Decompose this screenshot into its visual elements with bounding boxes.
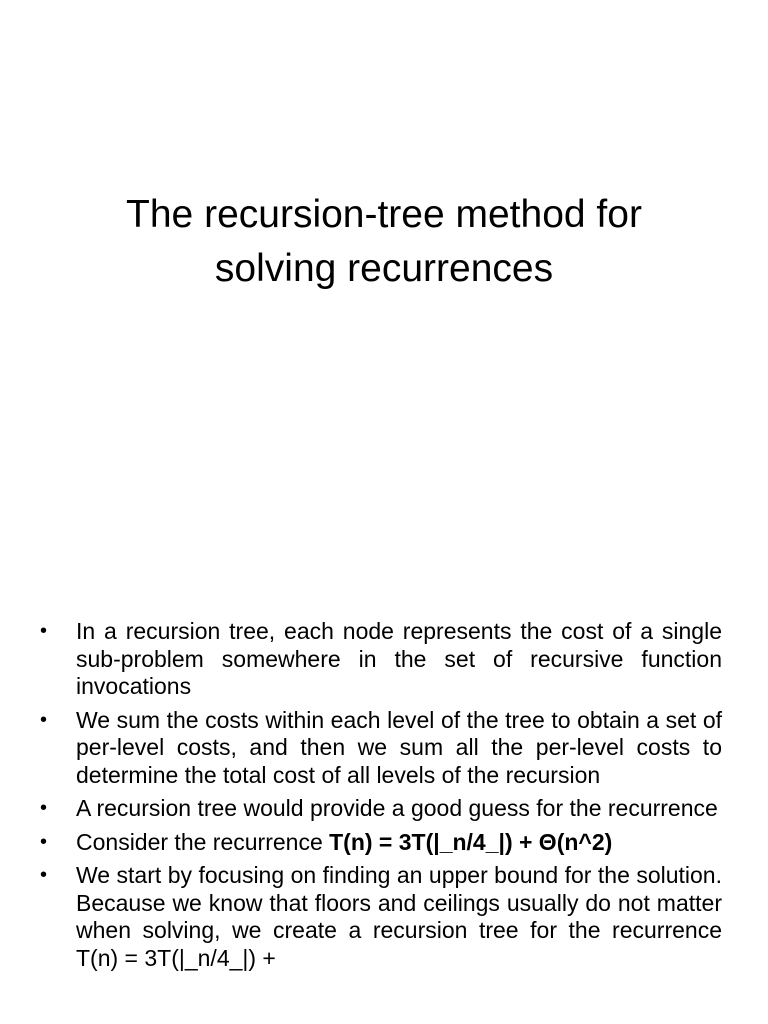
bullet-icon: •: [40, 708, 48, 731]
bullet-item: [40, 862, 722, 972]
bullet-list: [40, 618, 722, 978]
slide-title: The recursion-tree method for solving recurrences: [126, 193, 642, 290]
bullet-icon: •: [40, 830, 48, 853]
recurrence-formula: T(n) = 3T(|_n/4_|) + Θ(n^2): [329, 828, 613, 855]
bullet-item: [40, 829, 722, 857]
bullet-icon: •: [40, 864, 48, 886]
bullet-text: Consider the recurrence: [76, 828, 330, 855]
bullet-icon: •: [40, 797, 48, 819]
bullet-text: In a recursion tree, each node represents the cost of a single sub-problem somewhere in the set of recursive function invocations: [76, 618, 722, 699]
bullet-text: A recursion tree would provide a good guess for the recurrence: [76, 795, 718, 821]
bullet-text: We start by focusing on finding an upper bound for the solution. Because we know that floors and ceilings usually do not matter when solving, we create a recursion tree for the recurrence T(n) = 3T(|_n/4_|) +: [76, 862, 722, 971]
bullet-icon: •: [40, 620, 48, 642]
bullet-item: [40, 618, 722, 701]
bullet-text: We sum the costs within each level of the tree to obtain a set of per-level costs, and then we sum all the per-level costs to determine the total cost of all levels of the recursion: [76, 706, 722, 788]
bullet-item: [40, 795, 722, 823]
bullet-item: [40, 707, 722, 790]
